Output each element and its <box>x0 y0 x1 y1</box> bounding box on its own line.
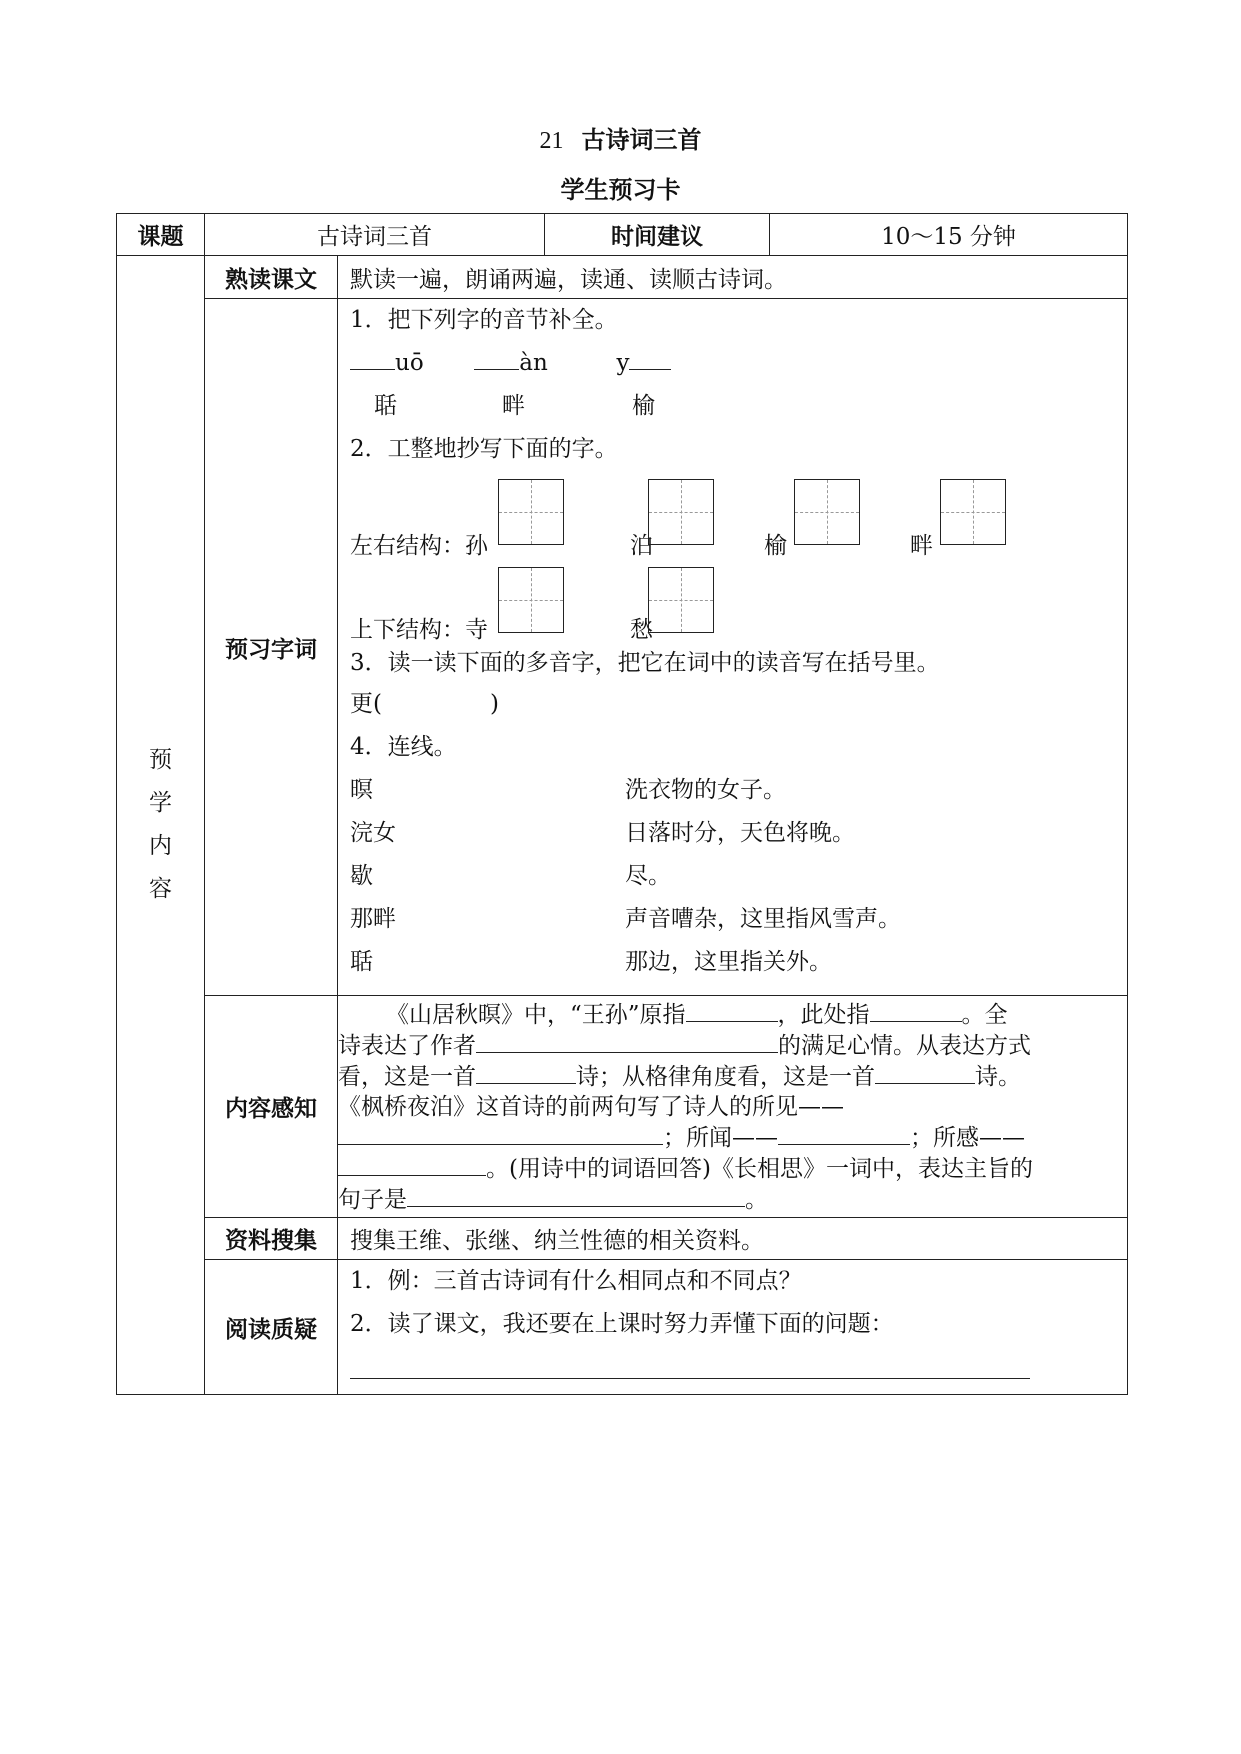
answer-blank[interactable] <box>686 999 778 1022</box>
content-label: 内容感知 <box>205 996 338 1218</box>
match-row: 暝 洗衣物的女子。 <box>350 777 786 803</box>
answer-blank[interactable] <box>338 1153 486 1176</box>
content-paragraph: 《山居秋暝》中，“王孙”原指 ，此处指 。全 诗表达了作者 的满足心情。从表达方式 看，这是一首 诗；从格律角度看，这是一首 诗。 《枫桥夜泊》这首诗的前两句写了诗人的所见—— ；所闻—— ；所感—— 。(用诗中的词语回答)《长相思》一词中，表达主旨的 句子是 。 <box>338 996 1128 1218</box>
writing-grid[interactable] <box>648 479 714 545</box>
questions-label: 阅读质疑 <box>205 1260 338 1395</box>
q3-text: 3．读一读下面的多音字，把它在词中的读音写在括号里。 <box>350 650 940 676</box>
reading-label: 熟读课文 <box>205 256 338 299</box>
left-right-structure-row: 左右结构：孙 泊 榆 畔 <box>350 471 1127 561</box>
words-section <box>338 299 1128 996</box>
questions-q1: 1．例：三首古诗词有什么相同点和不同点？ <box>350 1268 802 1294</box>
polyphone-row: 更( ) <box>350 691 499 717</box>
answer-blank[interactable] <box>476 1061 576 1084</box>
match-row: 聒 那边，这里指关外。 <box>350 949 832 975</box>
writing-grid[interactable] <box>498 479 564 545</box>
topic-label: 课题 <box>117 214 205 256</box>
preview-content-label: 预 学 内 容 <box>117 256 205 1395</box>
answer-blank[interactable] <box>476 1030 778 1053</box>
questions-q2: 2．读了课文，我还要在上课时努力弄懂下面的问题： <box>350 1311 894 1337</box>
question-answer-line[interactable] <box>350 1368 1030 1379</box>
pinyin-chars-row: 聒 畔 榆 <box>374 393 655 419</box>
material-text: 搜集王维、张继、纳兰性德的相关资料。 <box>338 1218 1128 1260</box>
preview-card-table <box>116 213 1128 1395</box>
top-bottom-structure-row: 上下结构：寺 愁 <box>350 561 1127 643</box>
match-row: 浣女 日落时分，天色将晚。 <box>350 820 855 846</box>
lesson-number: 21 <box>539 128 564 154</box>
topic-value: 古诗词三首 <box>205 214 545 256</box>
match-row: 那畔 声音嘈杂，这里指风雪声。 <box>350 906 901 932</box>
lesson-title <box>0 120 1241 155</box>
answer-blank[interactable] <box>870 999 962 1022</box>
writing-grid[interactable] <box>794 479 860 545</box>
match-row: 歇 尽。 <box>350 863 671 889</box>
writing-grid[interactable] <box>940 479 1006 545</box>
q1-text: 1．把下列字的音节补全。 <box>350 307 618 333</box>
q2-text: 2．工整地抄写下面的字。 <box>350 436 618 462</box>
time-value: 10～15 分钟 <box>770 214 1128 256</box>
q4-text: 4．连线。 <box>350 734 457 760</box>
questions-section <box>338 1260 1128 1395</box>
pinyin-row: uō àn y <box>350 342 1127 385</box>
writing-grid[interactable] <box>498 567 564 633</box>
writing-grid[interactable] <box>648 567 714 633</box>
words-label: 预习字词 <box>205 299 338 996</box>
answer-blank[interactable] <box>778 1122 910 1145</box>
material-label: 资料搜集 <box>205 1218 338 1260</box>
answer-blank[interactable] <box>875 1061 975 1084</box>
answer-blank[interactable] <box>338 1122 663 1145</box>
time-label: 时间建议 <box>545 214 770 256</box>
lesson-title-text: 古诗词三首 <box>581 126 702 154</box>
answer-blank[interactable] <box>407 1184 745 1207</box>
card-subtitle: 学生预习卡 <box>560 176 681 204</box>
reading-text: 默读一遍，朗诵两遍，读通、读顺古诗词。 <box>338 256 1128 299</box>
